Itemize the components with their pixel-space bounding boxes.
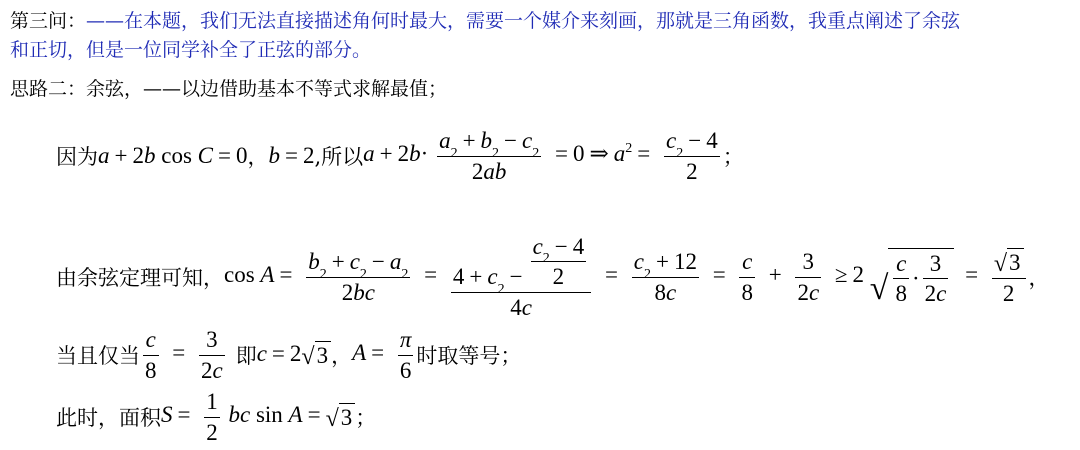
c-over-8: $\frac{c}{8}$: [741, 249, 753, 305]
c-value: c = 2 √ 3: [257, 341, 331, 370]
question3-line2: 和正切，但是一位同学补全了正弦的部分。: [10, 39, 372, 61]
question3-label: 第三问：: [10, 10, 87, 32]
equality-word: 时取等号；: [416, 344, 522, 368]
area-formula: S = $\frac{1}{2}$ bc sin A = √ 3: [161, 389, 355, 445]
approach-two-heading: 思路二：余弦，——以边借助基本不等式求解最值；: [10, 78, 448, 100]
semicolon-1: ；: [722, 145, 744, 169]
comma-separator-2: ，: [331, 344, 353, 368]
cos-a-fraction-3: c 2 + 12 8c: [633, 249, 697, 305]
root3-over-2: √ 3 2: [992, 248, 1026, 306]
equality-condition: $\frac{c}{8}$ = $\frac{3}{2c}$: [145, 327, 223, 383]
ji-word: 即: [235, 344, 257, 368]
semicolon-2: ；: [355, 406, 377, 430]
cos-a-derivation: cos A = b 2 + c 2 − a 2 2bc = 4 + c 2 − c 2 − 4 2 4c = c 2 + 12 8c = $\frac{c}{8}$ + $\frac{3}{2c}$ ≥ 2 √ $\frac{c}{8}$ · $\frac{3}{2c}$ = √ 3 2: [224, 234, 1029, 320]
three-over-2c: $\frac{3}{2c}$: [797, 249, 820, 305]
at-this-time-word: 此时，面积: [56, 406, 161, 430]
law-of-cosines-word: 由余弦定理可知，: [56, 266, 224, 290]
comma-separator: ，: [247, 145, 269, 169]
angle-a-value: A = $\frac{\pi}{6}$: [352, 327, 412, 383]
am-gm-sqrt: √ $\frac{c}{8}$ · $\frac{3}{2c}$: [870, 248, 955, 307]
math-line-equality: [56, 326, 521, 384]
cos-c-fraction: a 2 + b 2 − c 2 2ab: [439, 128, 540, 184]
cos-a-fraction-2: 4 + c 2 − c 2 − 4 2 4c: [451, 234, 591, 320]
math-line-area: [56, 388, 376, 446]
cos-a-fraction-1: b 2 + c 2 − a 2 2bc: [308, 249, 409, 305]
math-line-law-of-cosines: [56, 222, 1050, 332]
given-b-value: b = 2: [268, 143, 315, 168]
a-squared-fraction: c 2 − 4 2: [666, 128, 718, 184]
iff-word: 当且仅当: [56, 344, 140, 368]
question3-line1: [10, 8, 960, 34]
trailing-comma: ，: [1028, 266, 1050, 290]
nested-fraction: c 2 − 4 2: [532, 234, 585, 290]
math-line-given: [56, 124, 744, 188]
question3-text-part1: ——在本题，我们无法直接描述角何时最大，需要一个媒介来刻画，那就是三角函数，我重点阐述了余弦: [86, 10, 961, 32]
substituted-equation: a + 2b· a 2 + b 2 − c 2 2ab = 0 ⇒ $a^2$ = c 2 − 4 2: [363, 128, 718, 184]
so-word: ,所以: [314, 145, 364, 169]
given-condition: a + 2b cos C = 0: [98, 143, 248, 168]
because-word: 因为: [56, 145, 98, 169]
